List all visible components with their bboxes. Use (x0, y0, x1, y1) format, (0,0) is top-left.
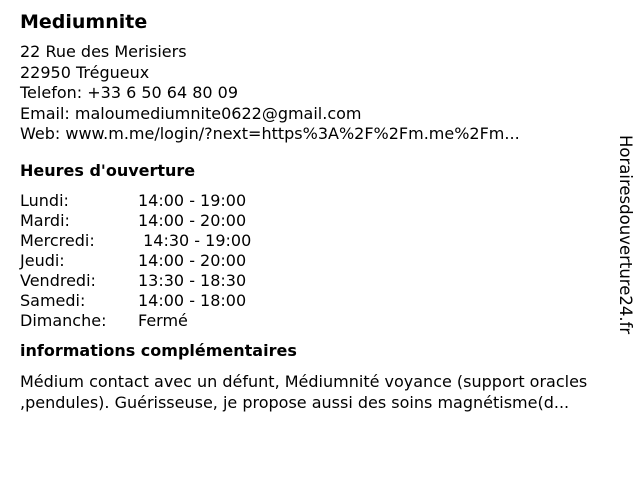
day-label-monday: Lundi: (20, 190, 69, 210)
watermark-text: Horairesdouverture24.fr (616, 135, 635, 335)
city-postal: 22950 Trégueux (20, 62, 150, 82)
day-label-friday: Vendredi: (20, 270, 96, 290)
day-hours-friday: 13:30 - 18:30 (138, 270, 247, 290)
day-hours-tuesday: 14:00 - 20:00 (138, 210, 247, 230)
phone-number: Telefon: +33 6 50 64 80 09 (20, 83, 239, 102)
description-line: ,pendules). Guérisseuse, je propose aussi des soins magnétisme(d... (20, 392, 570, 412)
day-hours-sunday: Fermé (138, 310, 188, 330)
day-label-saturday: Samedi: (20, 290, 86, 310)
hours-heading: Heures d'ouverture (20, 160, 196, 180)
day-hours-monday: 14:00 - 19:00 (138, 190, 247, 210)
day-label-thursday: Jeudi: (20, 250, 65, 270)
info-heading: informations complémentaires (20, 340, 297, 360)
site-watermark (614, 135, 636, 345)
website-link: Web: www.m.me/login/?next=https%3A%2F%2Fm.me%2Fm... (20, 124, 520, 143)
email-address: Email: maloumediumnite0622@gmail.com (20, 103, 362, 123)
day-hours-saturday: 14:00 - 18:00 (138, 290, 247, 310)
business-name: Mediumnite (20, 11, 148, 33)
day-label-tuesday: Mardi: (20, 210, 70, 230)
business-description (20, 371, 640, 413)
description-line: Médium contact avec un défunt, Médiumnité voyance (support oracles (20, 371, 588, 391)
day-hours-thursday: 14:00 - 20:00 (138, 250, 247, 270)
day-hours-wednesday: 14:30 - 19:00 (138, 230, 252, 250)
street-address: 22 Rue des Merisiers (20, 42, 187, 61)
opening-hours-table (20, 191, 610, 331)
business-card (20, 10, 610, 413)
address-block (20, 42, 610, 145)
day-label-wednesday: Mercredi: (20, 230, 95, 250)
day-label-sunday: Dimanche: (20, 310, 107, 330)
